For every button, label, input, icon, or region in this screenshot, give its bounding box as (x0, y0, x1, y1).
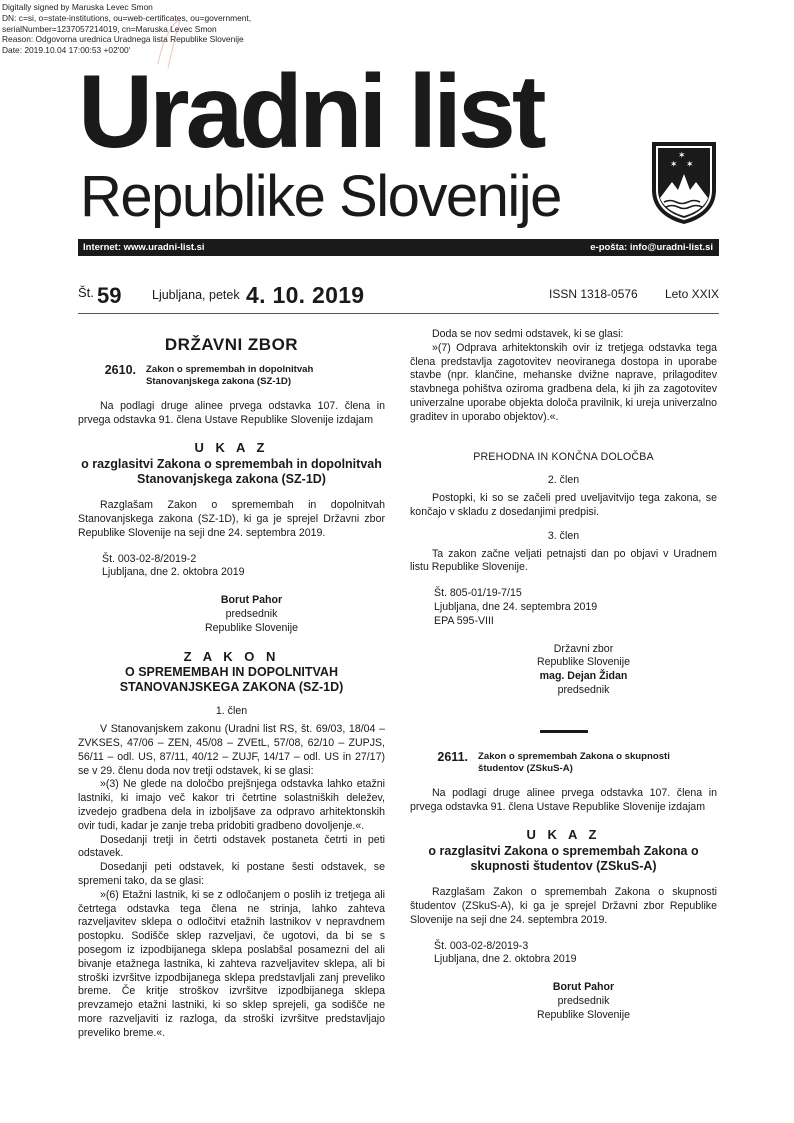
right-column (410, 328, 717, 1023)
reference-block (410, 940, 717, 968)
issue-place: Ljubljana, petek (152, 288, 240, 302)
issue-line (78, 283, 719, 313)
signer-org: Republike Slovenije (536, 1008, 631, 1021)
law-paragraph: »(6) Etažni lastnik, ki se z odločanjem o poslih iz tretjega ali četrtega odstavka tega člena ne strinja, lahko zahteva razveljavitev sklepa o odločitvi etažnih lastnikov v nepravdnem postopku. Sodišče sklep razveljavi, če ugotovi, da bi se s posegom iz izpodbijanega sklepa poslabšal posamezni del ali bivanje etažnega lastnika, ki zahteva razveljavitev sklepa, ali bi stroški izvršitve izpodbijanega sklepa predstavljali zanj preveliko breme. Če kritje stroškov izvršitve izpodbijanega sklepa prevzamejo etažni lastniki, ki so sklep sprejeli, ga sodišče ne more razveljaviti iz razloga, da stroški izvršitve predstavljajo preveliko breme.«. (78, 888, 385, 1039)
signer-name: Borut Pahor (552, 981, 615, 994)
contact-bar (78, 239, 719, 256)
signature-line: Digitally signed by Maruska Levec Smon (2, 2, 153, 12)
reference-block (410, 587, 717, 628)
issue-number-label: Št. (78, 285, 94, 300)
reference-number: Št. 805-01/19-7/15 (434, 587, 522, 600)
act-separator (540, 730, 588, 733)
decree-heading: U K A Z (194, 440, 269, 456)
article-heading: 3. člen (547, 529, 580, 542)
law-paragraph: Doda se nov sedmi odstavek, ki se glasi: (432, 328, 624, 340)
signer-org: Republike Slovenije (536, 656, 631, 669)
law-paragraph: Ta zakon začne veljati petnajsti dan po objavi v Uradnem listu Republike Slovenije. (410, 547, 717, 574)
law-subheading: O SPREMEMBAH IN DOPOLNITVAH STANOVANJSKEGA ZAKONA (SZ-1D) (119, 665, 344, 695)
article-heading: 1. člen (215, 705, 248, 718)
signer-org: Republike Slovenije (204, 621, 299, 634)
act-title: Zakon o spremembah in dopolnitvah Stanovanjskega zakona (SZ-1D) (146, 363, 314, 387)
law-paragraph: »(3) Ne glede na določbo prejšnjega odstavka lahko etažni lastniki, ki imajo več kakor tri četrtine solastniških deležev, izvedejo gradbena dela in izboljšave za odpravo arhitektonskih ovir tudi, kadar je zanje treba pridobiti gradbeno dovoljenje.«. (78, 778, 385, 832)
email-link[interactable]: e-pošta: info@uradni-list.si (590, 242, 713, 253)
decree-paragraph: Razglašam Zakon o spremembah Zakona o skupnosti študentov (ZSkuS-A), ki ga je sprejel Državni zbor Republike Slovenije na seji dne 24. septembra 2019. (410, 886, 717, 926)
signature-block (410, 981, 717, 1022)
intro-paragraph: Na podlagi druge alinee prvega odstavka 107. člena in prvega odstavka 91. člena Ustave Republike Slovenije izdajam (410, 786, 717, 813)
signature-line: Date: 2019.10.04 17:00:53 +02'00' (2, 45, 131, 56)
signature-line: DN: c=si, o=state-institutions, ou=web-certificates, ou=government, (2, 12, 252, 23)
reference-block (78, 553, 385, 581)
digital-signature (2, 2, 251, 56)
act-heading (78, 364, 385, 388)
signer-org: Državni zbor (553, 642, 614, 655)
transitional-heading: PREHODNA IN KONČNA DOLOČBA (473, 450, 654, 463)
signer-name: mag. Dejan Židan (539, 670, 628, 683)
website-link[interactable]: Internet: www.uradni-list.si (83, 242, 205, 253)
header-divider (78, 313, 719, 314)
act-title: Zakon o spremembah Zakona o skupnosti študentov (ZSkuS-A) (478, 750, 670, 774)
reference-number: Št. 003-02-8/2019-2 (102, 552, 197, 565)
reference-number: Št. 003-02-8/2019-3 (434, 939, 529, 952)
law-heading: Z A K O N (183, 648, 280, 664)
law-paragraph: Postopki, ki so se začeli pred uveljavitvijo tega zakona, se končajo v skladu z dosedanjimi predpisi. (410, 492, 717, 518)
decree-subheading: o razglasitvi Zakona o spremembah in dopolnitvah Stanovanjskega zakona (SZ-1D) (81, 457, 382, 487)
reference-date: Ljubljana, dne 2. oktobra 2019 (434, 953, 577, 966)
signature-block (78, 594, 385, 635)
law-paragraph: Dosedanji tretji in četrti odstavek postaneta četrti in peti odstavek. (78, 833, 385, 860)
intro-paragraph: Na podlagi druge alinee prvega odstavka 107. člena in prvega odstavka 91. člena Ustave Republike Slovenije izdajam (78, 399, 385, 426)
volume-year: Leto XXIX (664, 287, 719, 301)
issue-date: 4. 10. 2019 (246, 282, 365, 308)
signer-role: predsednik (225, 607, 278, 620)
issue-number: 59 (97, 283, 122, 308)
act-heading (410, 751, 717, 775)
coat-of-arms-icon (650, 138, 718, 226)
decree-subheading: o razglasitvi Zakona o spremembah Zakona o skupnosti študentov (ZSkuS-A) (428, 844, 699, 874)
decree-paragraph: Razglašam Zakon o spremembah in dopolnitvah Stanovanjskega zakona (SZ-1D), ki ga je sprejel Državni zbor Republike Slovenije na seji dne 24. septembra 2019. (78, 499, 385, 539)
signer-role: predsednik (557, 683, 610, 696)
signer-name: Borut Pahor (220, 594, 283, 607)
left-column (78, 328, 385, 1040)
issn: ISSN 1318-0576 (549, 287, 638, 301)
svg-text:✶: ✶ (670, 160, 678, 170)
signature-block (410, 643, 717, 698)
act-number: 2610. (104, 362, 136, 377)
law-paragraph: Dosedanji peti odstavek, ki postane šesti odstavek, se spremeni tako, da se glasi: (78, 861, 385, 887)
reference-date: Ljubljana, dne 2. oktobra 2019 (102, 566, 245, 579)
masthead-title: Uradni list (78, 54, 543, 170)
law-paragraph: »(7) Odprava arhitektonskih ovir iz tretjega odstavka tega člena predstavlja zagotovitev neoviranega dostopa in uporabe stavbe (npr. klančine, mehanske dvižne naprave, prilagoditev stavbnega pohištva oziroma gradbena dela, ki jih za zagotovitev univerzalne uporabe objekta določa pravilnik, ki ureja univerzalno graditev in uporabo objektov).«. (410, 341, 717, 423)
reference-date: Ljubljana, dne 24. septembra 2019 (434, 600, 598, 613)
reference-epa: EPA 595-VIII (434, 614, 494, 627)
law-paragraph: V Stanovanjskem zakonu (Uradni list RS, št. 69/03, 18/04 – ZVKSES, 47/06 – ZEN, 45/08 – ZVEtL, 57/08, 62/10 – ZUPJS, 56/11 – odl. US, 87/11, 40/12 – ZUJF, 14/17 – odl. US in 27/17) se v 29. členu doda nov tretji odstavek, ki se glasi: (78, 723, 385, 777)
act-number: 2611. (437, 749, 468, 764)
decree-heading: U K A Z (526, 827, 601, 843)
article-heading: 2. člen (547, 474, 580, 487)
masthead-subtitle: Republike Slovenije (80, 164, 561, 229)
signer-role: predsednik (557, 994, 610, 1007)
signature-line: Reason: Odgovorna urednica Uradnega lista Republike Slovenije (2, 34, 244, 45)
signature-line: serialNumber=1237057214019, cn=Maruska Levec Smon (2, 23, 217, 34)
svg-text:✶: ✶ (678, 151, 686, 161)
svg-text:✶: ✶ (686, 160, 694, 170)
section-heading: DRŽAVNI ZBOR (164, 335, 299, 354)
